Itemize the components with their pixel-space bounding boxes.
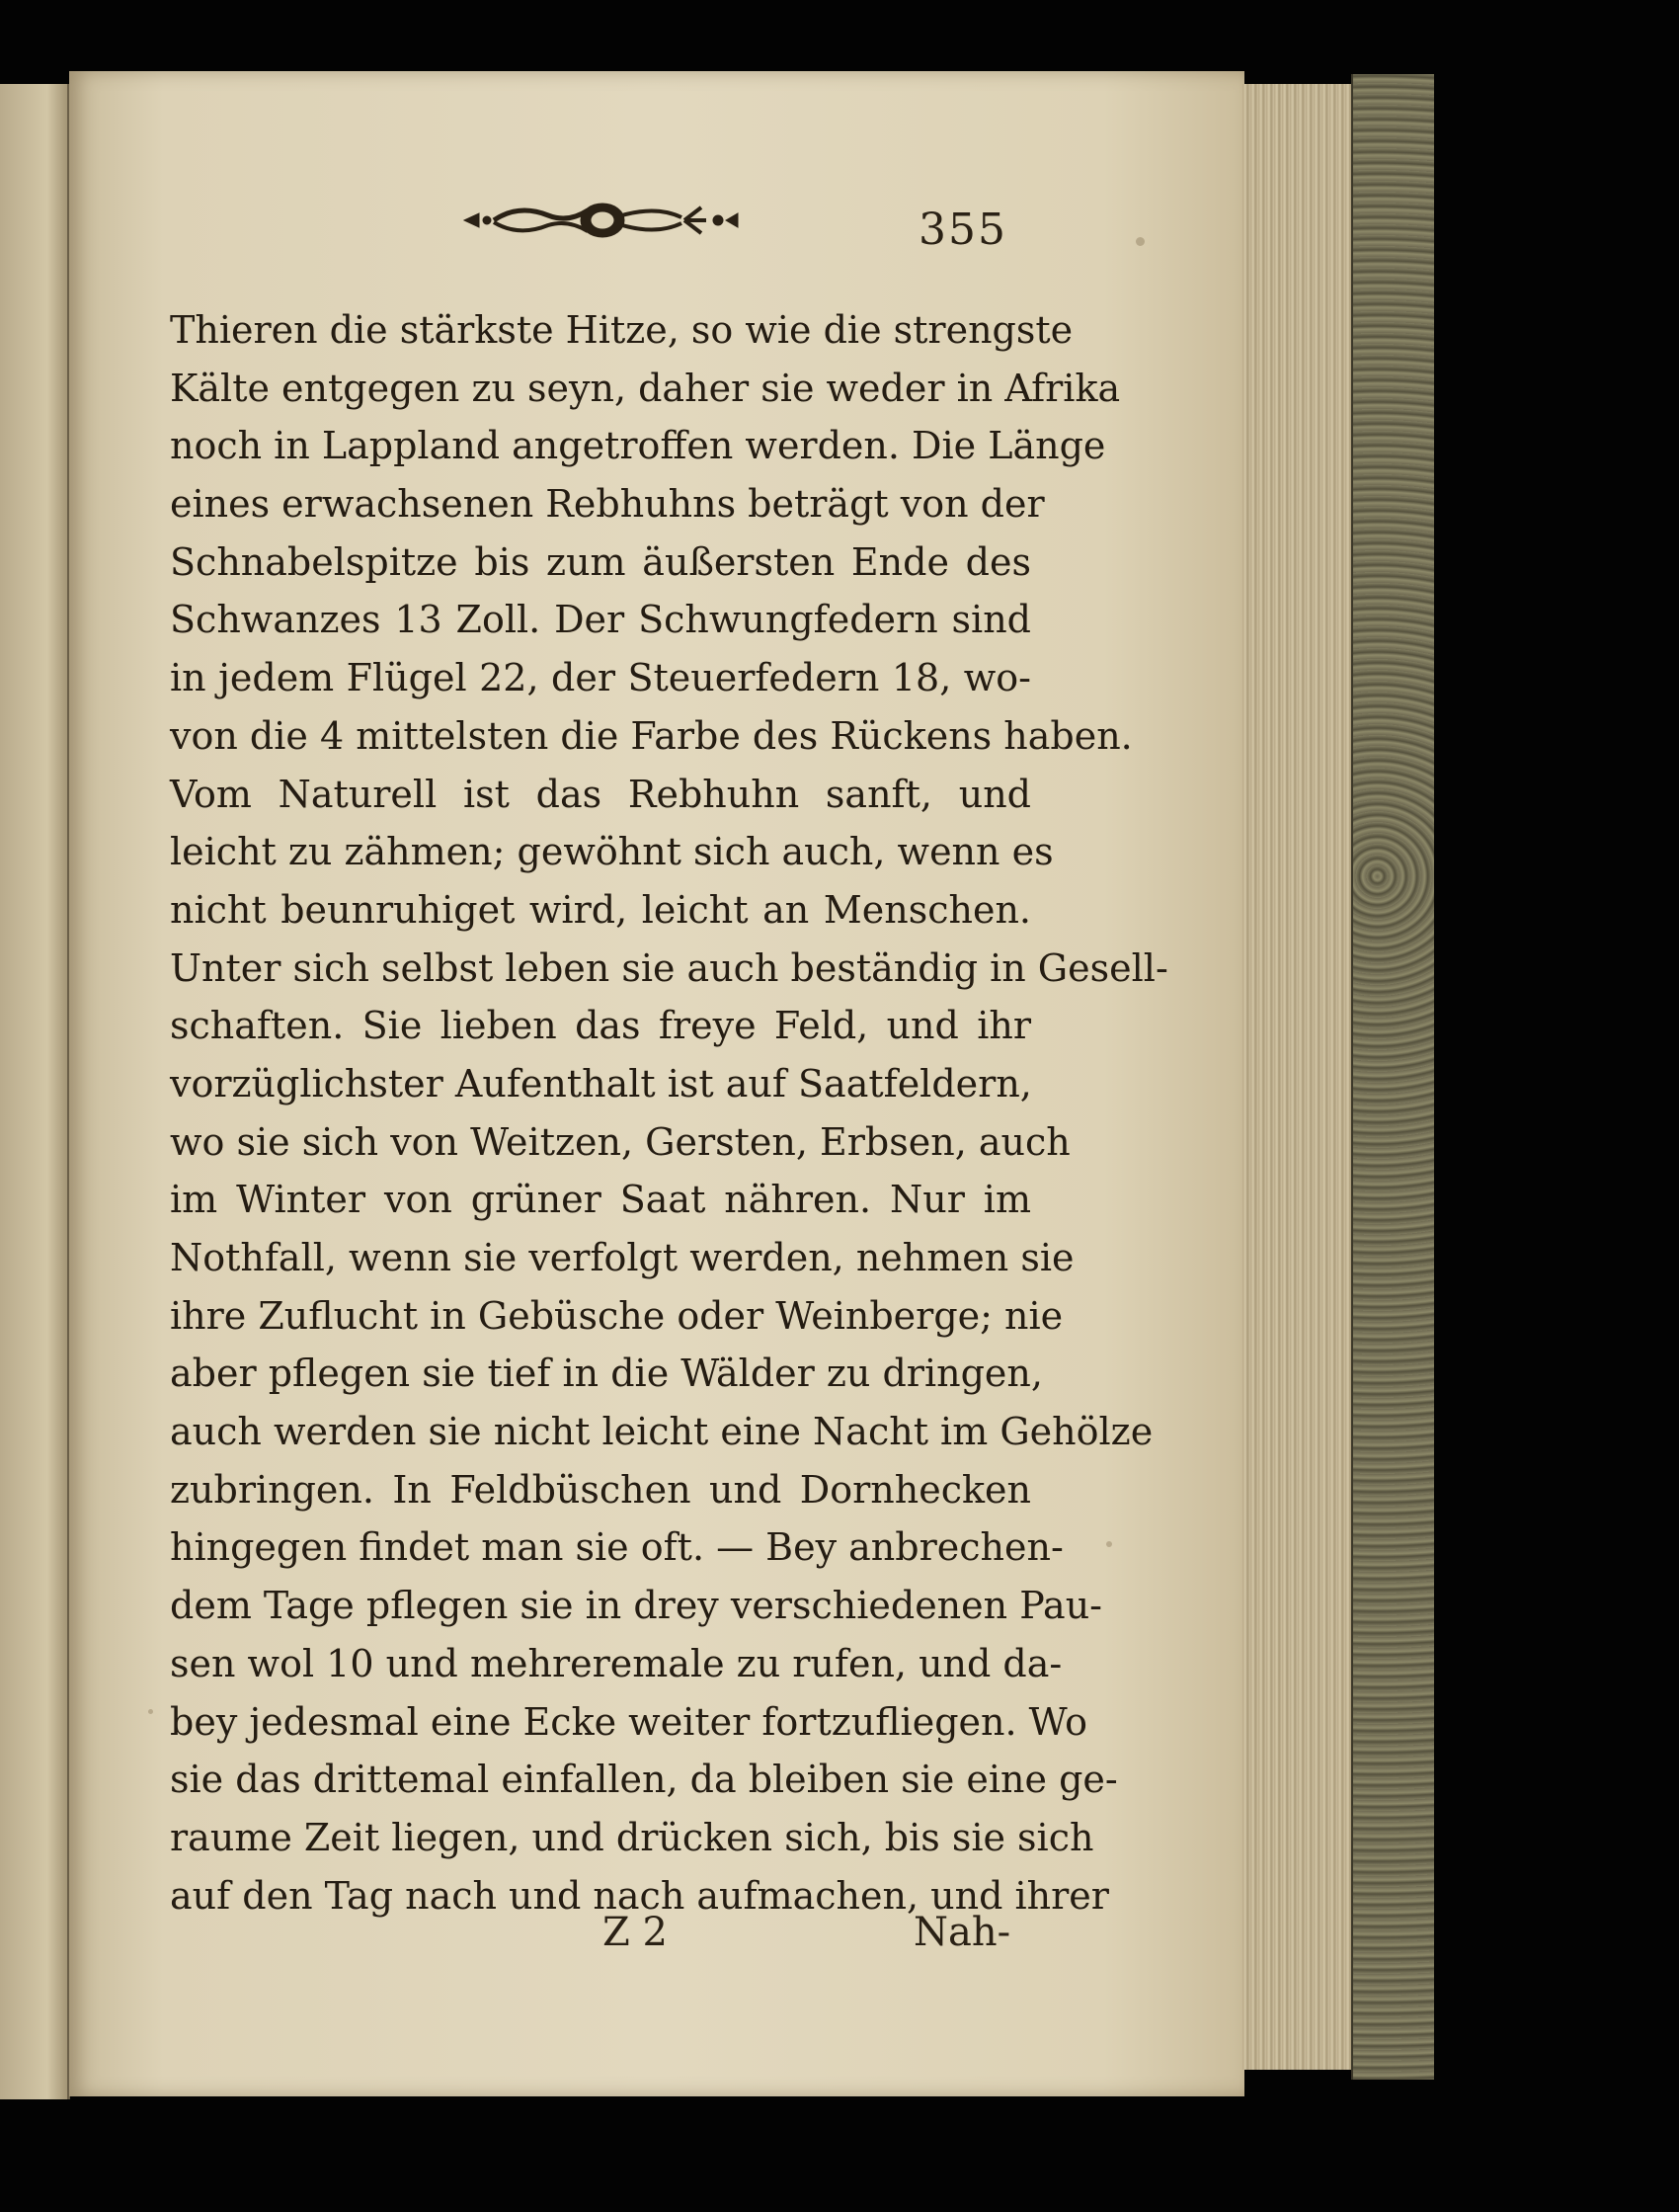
body-text	[170, 301, 1168, 1925]
text-line: dem Tage pflegen sie in drey verschiedenen Pau-	[170, 1584, 1103, 1628]
text-line: noch in Lappland angetroffen werden. Die Länge	[170, 424, 1106, 468]
text-line: im Winter von grüner Saat nähren. Nur im	[170, 1178, 1031, 1222]
text-line: ihre Zuflucht in Gebüsche oder Weinberge; nie	[170, 1293, 1064, 1338]
text-line: raume Zeit liegen, und drücken sich, bis sie sich	[170, 1815, 1094, 1859]
facing-page-edge	[0, 84, 70, 2099]
text-line: Thieren die stärkste Hitze, so wie die strengste	[170, 308, 1074, 352]
text-line: Kälte entgegen zu seyn, daher sie weder in Afrika	[170, 366, 1121, 410]
text-line: sen wol 10 und mehreremale zu rufen, und da-	[170, 1641, 1063, 1685]
page-number: 355	[919, 205, 1007, 255]
text-line: hingegen findet man sie oft. — Bey anbrechen-	[170, 1525, 1064, 1570]
catchword: Nah-	[914, 1910, 1011, 1955]
text-line: leicht zu zähmen; gewöhnt sich auch, wenn es	[170, 830, 1054, 874]
text-line: Schwanzes 13 Zoll. Der Schwungfedern sind	[170, 598, 1031, 642]
text-line: Nothfall, wenn sie verfolgt werden, nehmen sie	[170, 1236, 1075, 1279]
text-line: Unter sich selbst leben sie auch beständig in Gesell-	[170, 945, 1168, 990]
paper-speck	[1106, 1541, 1112, 1547]
marbled-cover	[1351, 74, 1434, 2080]
page-block-edges	[1242, 84, 1353, 2070]
text-line: Vom Naturell ist das Rebhuhn sanft, und	[170, 772, 1031, 816]
text-line: nicht beunruhiget wird, leicht an Menschen.	[170, 887, 1031, 932]
text-line: von die 4 mittelsten die Farbe des Rückens haben.	[170, 713, 1133, 758]
text-line: zubringen. In Feldbüschen und Dornhecken	[170, 1467, 1031, 1512]
text-line: auch werden sie nicht leicht eine Nacht im Gehölze	[170, 1410, 1154, 1454]
text-line: Schnabelspitze bis zum äußersten Ende des	[170, 539, 1031, 584]
text-line: eines erwachsenen Rebhuhns beträgt von der	[170, 482, 1045, 527]
paper-speck	[148, 1709, 153, 1714]
text-line: in jedem Flügel 22, der Steuerfedern 18, wo-	[170, 656, 1031, 700]
text-line: sie das drittemal einfallen, da bleiben sie eine ge-	[170, 1758, 1118, 1802]
paper-speck	[1136, 237, 1145, 246]
text-line: schaften. Sie lieben das freye Feld, und ihr	[170, 1004, 1031, 1048]
text-line: auf den Tag nach und nach aufmachen, und ihrer	[170, 1873, 1109, 1918]
signature-mark: Z 2	[602, 1910, 668, 1955]
text-line: wo sie sich von Weitzen, Gersten, Erbsen, auch	[170, 1119, 1071, 1164]
text-line: vorzüglichster Aufenthalt ist auf Saatfeldern,	[170, 1061, 1032, 1106]
text-line: aber pflegen sie tief in die Wälder zu dringen,	[170, 1352, 1043, 1396]
text-line: bey jedesmal eine Ecke weiter fortzufliegen. Wo	[170, 1699, 1087, 1744]
decorative-headpiece-ornament-icon	[459, 196, 741, 245]
